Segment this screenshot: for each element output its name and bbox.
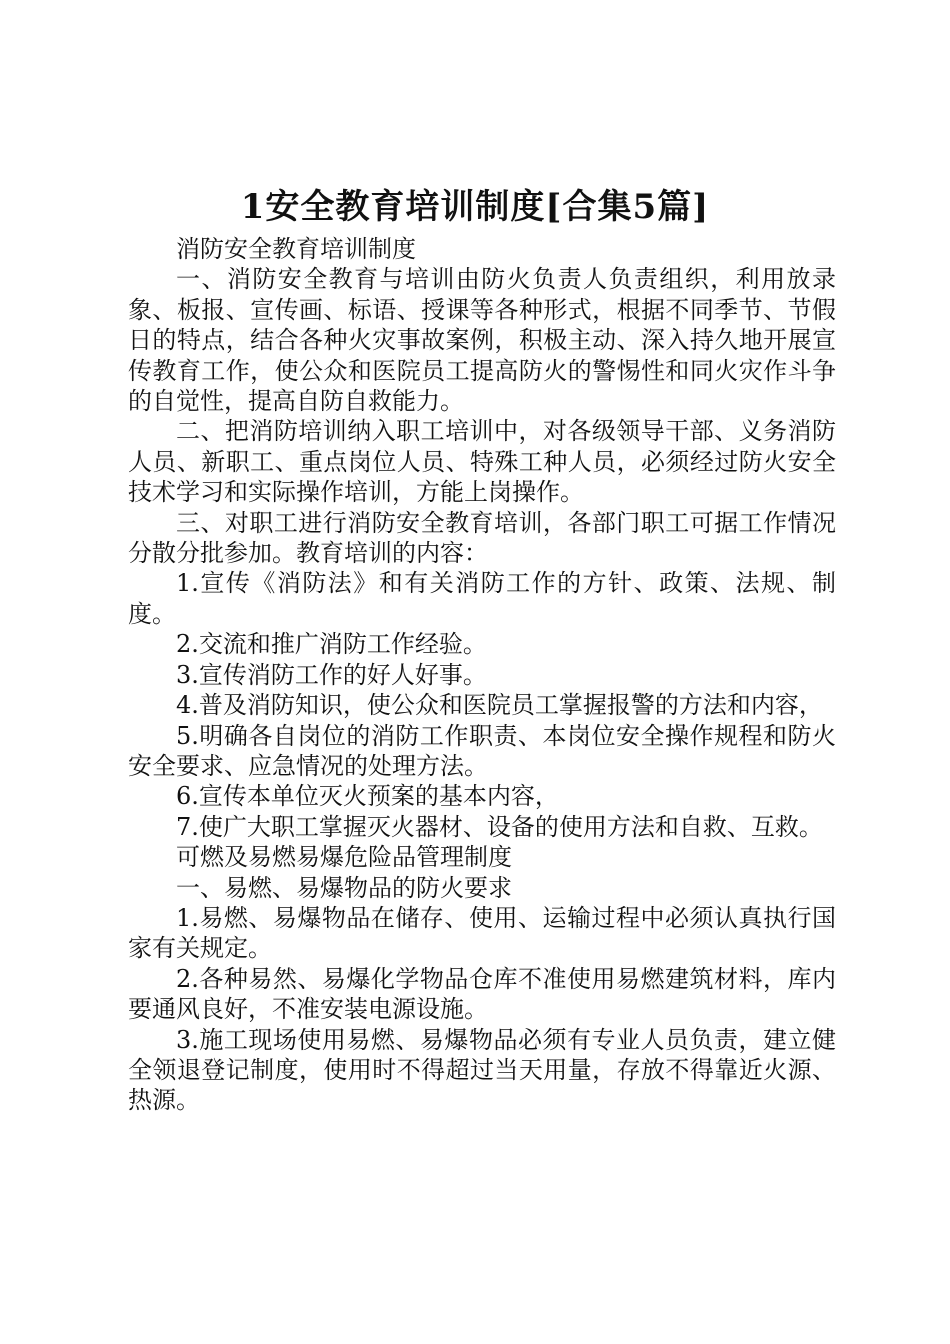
paragraph: 二、把消防培训纳入职工培训中，对各级领导干部、义务消防人员、新职工、重点岗位人员、特殊工种人员，必须经过防火安全技术学习和实际操作培训，方能上岗操作。: [128, 417, 836, 507]
list-item: 2.交流和推广消防工作经验。: [176, 630, 487, 659]
list-item: 2.各种易然、易爆化学物品仓库不准使用易燃建筑材料，库内要通风良好，不准安装电源设施。: [128, 964, 836, 1024]
list-item: 4.普及消防知识，使公众和医院员工掌握报警的方法和内容，: [176, 691, 823, 720]
list-item: 6.宣传本单位灭火预案的基本内容，: [176, 782, 559, 811]
paragraph: 三、对职工进行消防安全教育培训，各部门职工可据工作情况分散分批参加。教育培训的内容：: [128, 508, 836, 568]
list-item: 3.施工现场使用易燃、易爆物品必须有专业人员负责，建立健全领退登记制度，使用时不得超过当天用量，存放不得靠近火源、热源。: [128, 1025, 836, 1115]
paragraph-section-heading: 可燃及易燃易爆危险品管理制度: [176, 843, 512, 872]
document-title: 1安全教育培训制度[合集5篇]: [240, 187, 710, 227]
paragraph-section-heading: 消防安全教育培训制度: [176, 235, 416, 263]
document-body: [128, 234, 836, 1116]
list-item: 1.易燃、易爆物品在储存、使用、运输过程中必须认真执行国家有关规定。: [128, 903, 836, 963]
paragraph: 一、易燃、易爆物品的防火要求: [176, 873, 512, 902]
list-item: 7.使广大职工掌握灭火器材、设备的使用方法和自救、互救。: [176, 812, 823, 841]
paragraph: 一、消防安全教育与培训由防火负责人负责组织，利用放录象、板报、宣传画、标语、授课等各种形式，根据不同季节、节假日的特点，结合各种火灾事故案例，积极主动、深入持久地开展宣传教育工作，使公众和医院员工提高防火的警惕性和同火灾作斗争的自觉性，提高自防自救能力。: [128, 265, 836, 416]
list-item: 3.宣传消防工作的好人好事。: [176, 660, 487, 689]
list-item: 1.宣传《消防法》和有关消防工作的方针、政策、法规、制度。: [128, 569, 836, 628]
list-item: 5.明确各自岗位的消防工作职责、本岗位安全操作规程和防火安全要求、应急情况的处理方法。: [128, 721, 836, 780]
